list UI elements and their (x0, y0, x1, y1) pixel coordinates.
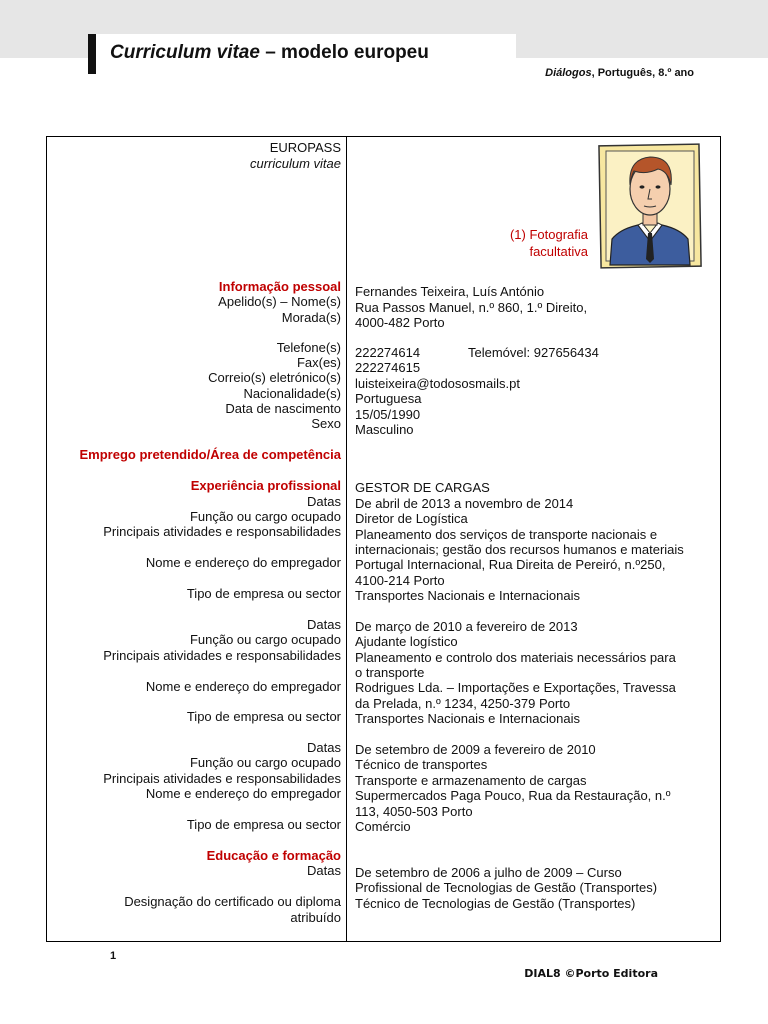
experience-title: GESTOR DE CARGAS (355, 480, 490, 495)
nationality-label: Nacionalidade(s) (243, 386, 341, 401)
job2-employer-1: Rodrigues Lda. – Importações e Exportações, Travessa (355, 680, 676, 695)
job3-company-type: Comércio (355, 819, 411, 834)
job1-role-label: Função ou cargo ocupado (189, 509, 341, 524)
birth-value: 15/05/1990 (355, 407, 421, 422)
job1-company-type: Transportes Nacionais e Internacionais (355, 588, 580, 603)
job3-company-type-label: Tipo de empresa ou sector (186, 817, 341, 832)
education-dates-2: Profissional de Tecnologias de Gestão (Transportes) (355, 880, 658, 895)
job2-role: Ajudante logístico (355, 634, 458, 649)
fax-label: Fax(es) (296, 355, 341, 370)
certificate-value: Técnico de Tecnologias de Gestão (Transportes) (355, 896, 636, 911)
name-value: Fernandes Teixeira, Luís António (355, 284, 545, 299)
email-value: luisteixeira@todososmails.pt (355, 376, 520, 391)
job3-role: Técnico de transportes (355, 757, 488, 772)
job3-employer-2: 113, 4050-503 Porto (355, 804, 473, 819)
curriculum-label: curriculum vitae (249, 156, 341, 171)
europass-label: EUROPASS (269, 140, 341, 155)
education-dates-label: Datas (307, 863, 341, 878)
job2-role-label: Função ou cargo ocupado (189, 632, 341, 647)
sex-value: Masculino (355, 422, 414, 437)
job3-employer-label: Nome e endereço do empregador (145, 786, 341, 801)
job1-dates-label: Datas (307, 494, 341, 509)
nationality-value: Portuguesa (355, 391, 422, 406)
job2-employer-label: Nome e endereço do empregador (145, 679, 341, 694)
address-line2: 4000-482 Porto (355, 315, 445, 330)
job2-company-type: Transportes Nacionais e Internacionais (355, 711, 580, 726)
job1-company-type-label: Tipo de empresa ou sector (186, 586, 341, 601)
page-number: 1 (110, 950, 117, 962)
job1-activities-label: Principais atividades e responsabilidades (103, 524, 341, 539)
education-heading: Educação e formação (206, 848, 341, 863)
job1-activities-1: Planeamento dos serviços de transporte nacionais e (355, 527, 658, 542)
job1-employer-2: 4100-214 Porto (355, 573, 445, 588)
job2-activities-label: Principais atividades e responsabilidades (103, 648, 341, 663)
photo-note: (1) Fotografia facultativa (509, 227, 588, 259)
certificate-label-2: atribuído (290, 910, 341, 925)
job2-employer-2: da Prelada, n.º 1234, 4250-379 Porto (355, 696, 571, 711)
job3-role-label: Função ou cargo ocupado (189, 755, 341, 770)
job1-role: Diretor de Logística (355, 511, 468, 526)
sex-label: Sexo (311, 416, 341, 431)
title-accent-bar (88, 34, 96, 74)
portrait-photo (598, 141, 702, 269)
phone-value: 222274614 (355, 345, 421, 360)
job2-activities-2: o transporte (355, 665, 425, 680)
job1-activities-2: internacionais; gestão dos recursos humanos e materiais (355, 542, 684, 557)
page-subtitle: Diálogos, Português, 8.º ano (545, 67, 694, 79)
mobile-value: Telemóvel: 927656434 (468, 345, 599, 360)
publisher-credit: DIAL8 ©Porto Editora (524, 967, 658, 980)
job3-activities-label: Principais atividades e responsabilidades (103, 771, 341, 786)
experience-heading: Experiência profissional (190, 478, 341, 493)
job1-employer-1: Portugal Internacional, Rua Direita de Pereiró, n.º250, (355, 557, 666, 572)
fax-value: 222274615 (355, 360, 421, 375)
address-label: Morada(s) (281, 310, 341, 325)
phone-label: Telefone(s) (276, 340, 341, 355)
birth-label: Data de nascimento (225, 401, 341, 416)
education-dates-1: De setembro de 2006 a julho de 2009 – Curso (355, 865, 622, 880)
name-label: Apelido(s) – Nome(s) (218, 294, 341, 309)
job2-dates-label: Datas (307, 617, 341, 632)
job1-employer-label: Nome e endereço do empregador (145, 555, 341, 570)
job2-activities-1: Planeamento e controlo dos materiais necessários para (355, 650, 676, 665)
job3-activities-1: Transporte e armazenamento de cargas (355, 773, 587, 788)
job2-company-type-label: Tipo de empresa ou sector (186, 709, 341, 724)
address-line1: Rua Passos Manuel, n.º 860, 1.º Direito, (355, 300, 588, 315)
desired-job-heading: Emprego pretendido/Área de competência (79, 447, 341, 462)
certificate-label-1: Designação do certificado ou diploma (124, 894, 341, 909)
personal-info-heading: Informação pessoal (218, 279, 341, 294)
email-label: Correio(s) eletrónico(s) (208, 370, 341, 385)
job3-dates: De setembro de 2009 a fevereiro de 2010 (355, 742, 596, 757)
page-title: Curriculum vitae – modelo europeu (110, 42, 429, 63)
job1-dates: De abril de 2013 a novembro de 2014 (355, 496, 574, 511)
column-divider (346, 136, 347, 942)
job3-employer-1: Supermercados Paga Pouco, Rua da Restauração, n.º (355, 788, 671, 803)
job2-dates: De março de 2010 a fevereiro de 2013 (355, 619, 578, 634)
job3-dates-label: Datas (307, 740, 341, 755)
